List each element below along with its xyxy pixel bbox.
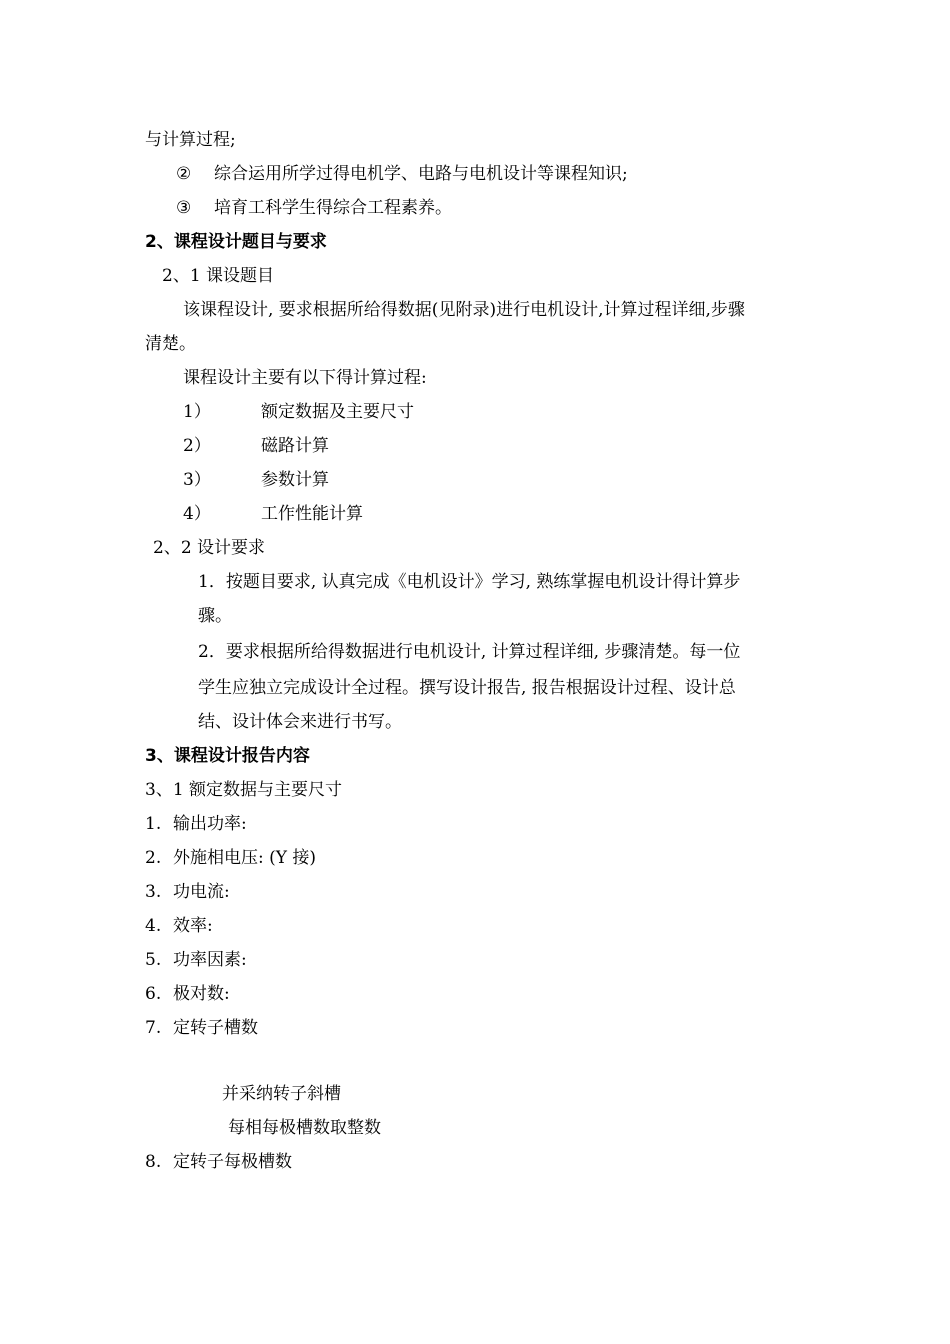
numbered-item xyxy=(145,948,247,972)
section-heading: 3、课程设计报告内容 xyxy=(145,746,310,766)
paragraph-line: 该课程设计, 要求根据所给得数据(见附录)进行电机设计,计算过程详细,步骤 xyxy=(183,300,745,320)
item-text: 功电流: xyxy=(173,882,230,902)
note-text: 每相每极槽数取整数 xyxy=(228,1118,381,1138)
item-text: 极对数: xyxy=(173,984,230,1004)
numbered-item xyxy=(145,846,316,870)
step-text: 工作性能计算 xyxy=(261,504,363,524)
step-text: 参数计算 xyxy=(261,470,329,490)
list-item-text: 培育工科学生得综合工程素养。 xyxy=(214,198,452,218)
item-number: 1. xyxy=(145,814,162,834)
section-heading: 2、课程设计题目与要求 xyxy=(145,232,327,252)
item-number: 3. xyxy=(145,882,162,902)
paragraph-line: 2．要求根据所给得数据进行电机设计, 计算过程详细, 步骤清楚。每一位 xyxy=(198,642,741,662)
paragraph-line: 结、设计体会来进行书写。 xyxy=(198,712,402,732)
item-text: 输出功率: xyxy=(173,814,247,834)
paragraph-line: 学生应独立完成设计全过程。撰写设计报告, 报告根据设计过程、设计总 xyxy=(198,678,736,698)
item-text: 外施相电压: (Y 接) xyxy=(173,848,317,868)
list-item xyxy=(176,162,628,186)
item-number: 8. xyxy=(145,1152,162,1172)
numbered-item xyxy=(145,880,230,904)
item-number: 5. xyxy=(145,950,162,970)
numbered-item xyxy=(145,1150,292,1174)
list-item xyxy=(176,196,452,220)
item-text: 定转子槽数 xyxy=(173,1018,258,1038)
subsection-heading: 3、1 额定数据与主要尺寸 xyxy=(145,780,343,800)
item-text: 效率: xyxy=(173,916,213,936)
paragraph-line: 1．按题目要求, 认真完成《电机设计》学习, 熟练掌握电机设计得计算步 xyxy=(198,572,741,592)
item-text: 定转子每极槽数 xyxy=(173,1152,292,1172)
numbered-item xyxy=(145,812,247,836)
list-marker: ② xyxy=(176,164,192,184)
item-number: 7. xyxy=(145,1018,162,1038)
step-text: 磁路计算 xyxy=(261,436,329,456)
numbered-item xyxy=(145,914,213,938)
paragraph-line: 骤。 xyxy=(198,606,232,626)
step-item xyxy=(183,400,414,424)
step-item xyxy=(183,502,363,526)
step-number: 2） xyxy=(183,436,211,456)
item-number: 2. xyxy=(145,848,162,868)
step-number: 4） xyxy=(183,504,211,524)
body-text: 与计算过程; xyxy=(145,130,236,150)
note-text: 并采纳转子斜槽 xyxy=(222,1084,341,1104)
item-number: 4. xyxy=(145,916,162,936)
step-text: 额定数据及主要尺寸 xyxy=(261,402,414,422)
item-text: 功率因素: xyxy=(173,950,247,970)
list-marker: ③ xyxy=(176,198,192,218)
list-item-text: 综合运用所学过得电机学、电路与电机设计等课程知识; xyxy=(214,164,628,184)
subsection-heading: 2、1 课设题目 xyxy=(162,266,275,286)
step-number: 3） xyxy=(183,470,211,490)
paragraph-line: 清楚。 xyxy=(145,334,196,354)
step-number: 1） xyxy=(183,402,211,422)
numbered-item xyxy=(145,982,230,1006)
step-item xyxy=(183,468,329,492)
numbered-item xyxy=(145,1016,258,1040)
subsection-heading: 2、2 设计要求 xyxy=(153,538,266,558)
item-number: 6. xyxy=(145,984,162,1004)
paragraph-line: 课程设计主要有以下得计算过程: xyxy=(183,368,427,388)
step-item xyxy=(183,434,329,458)
